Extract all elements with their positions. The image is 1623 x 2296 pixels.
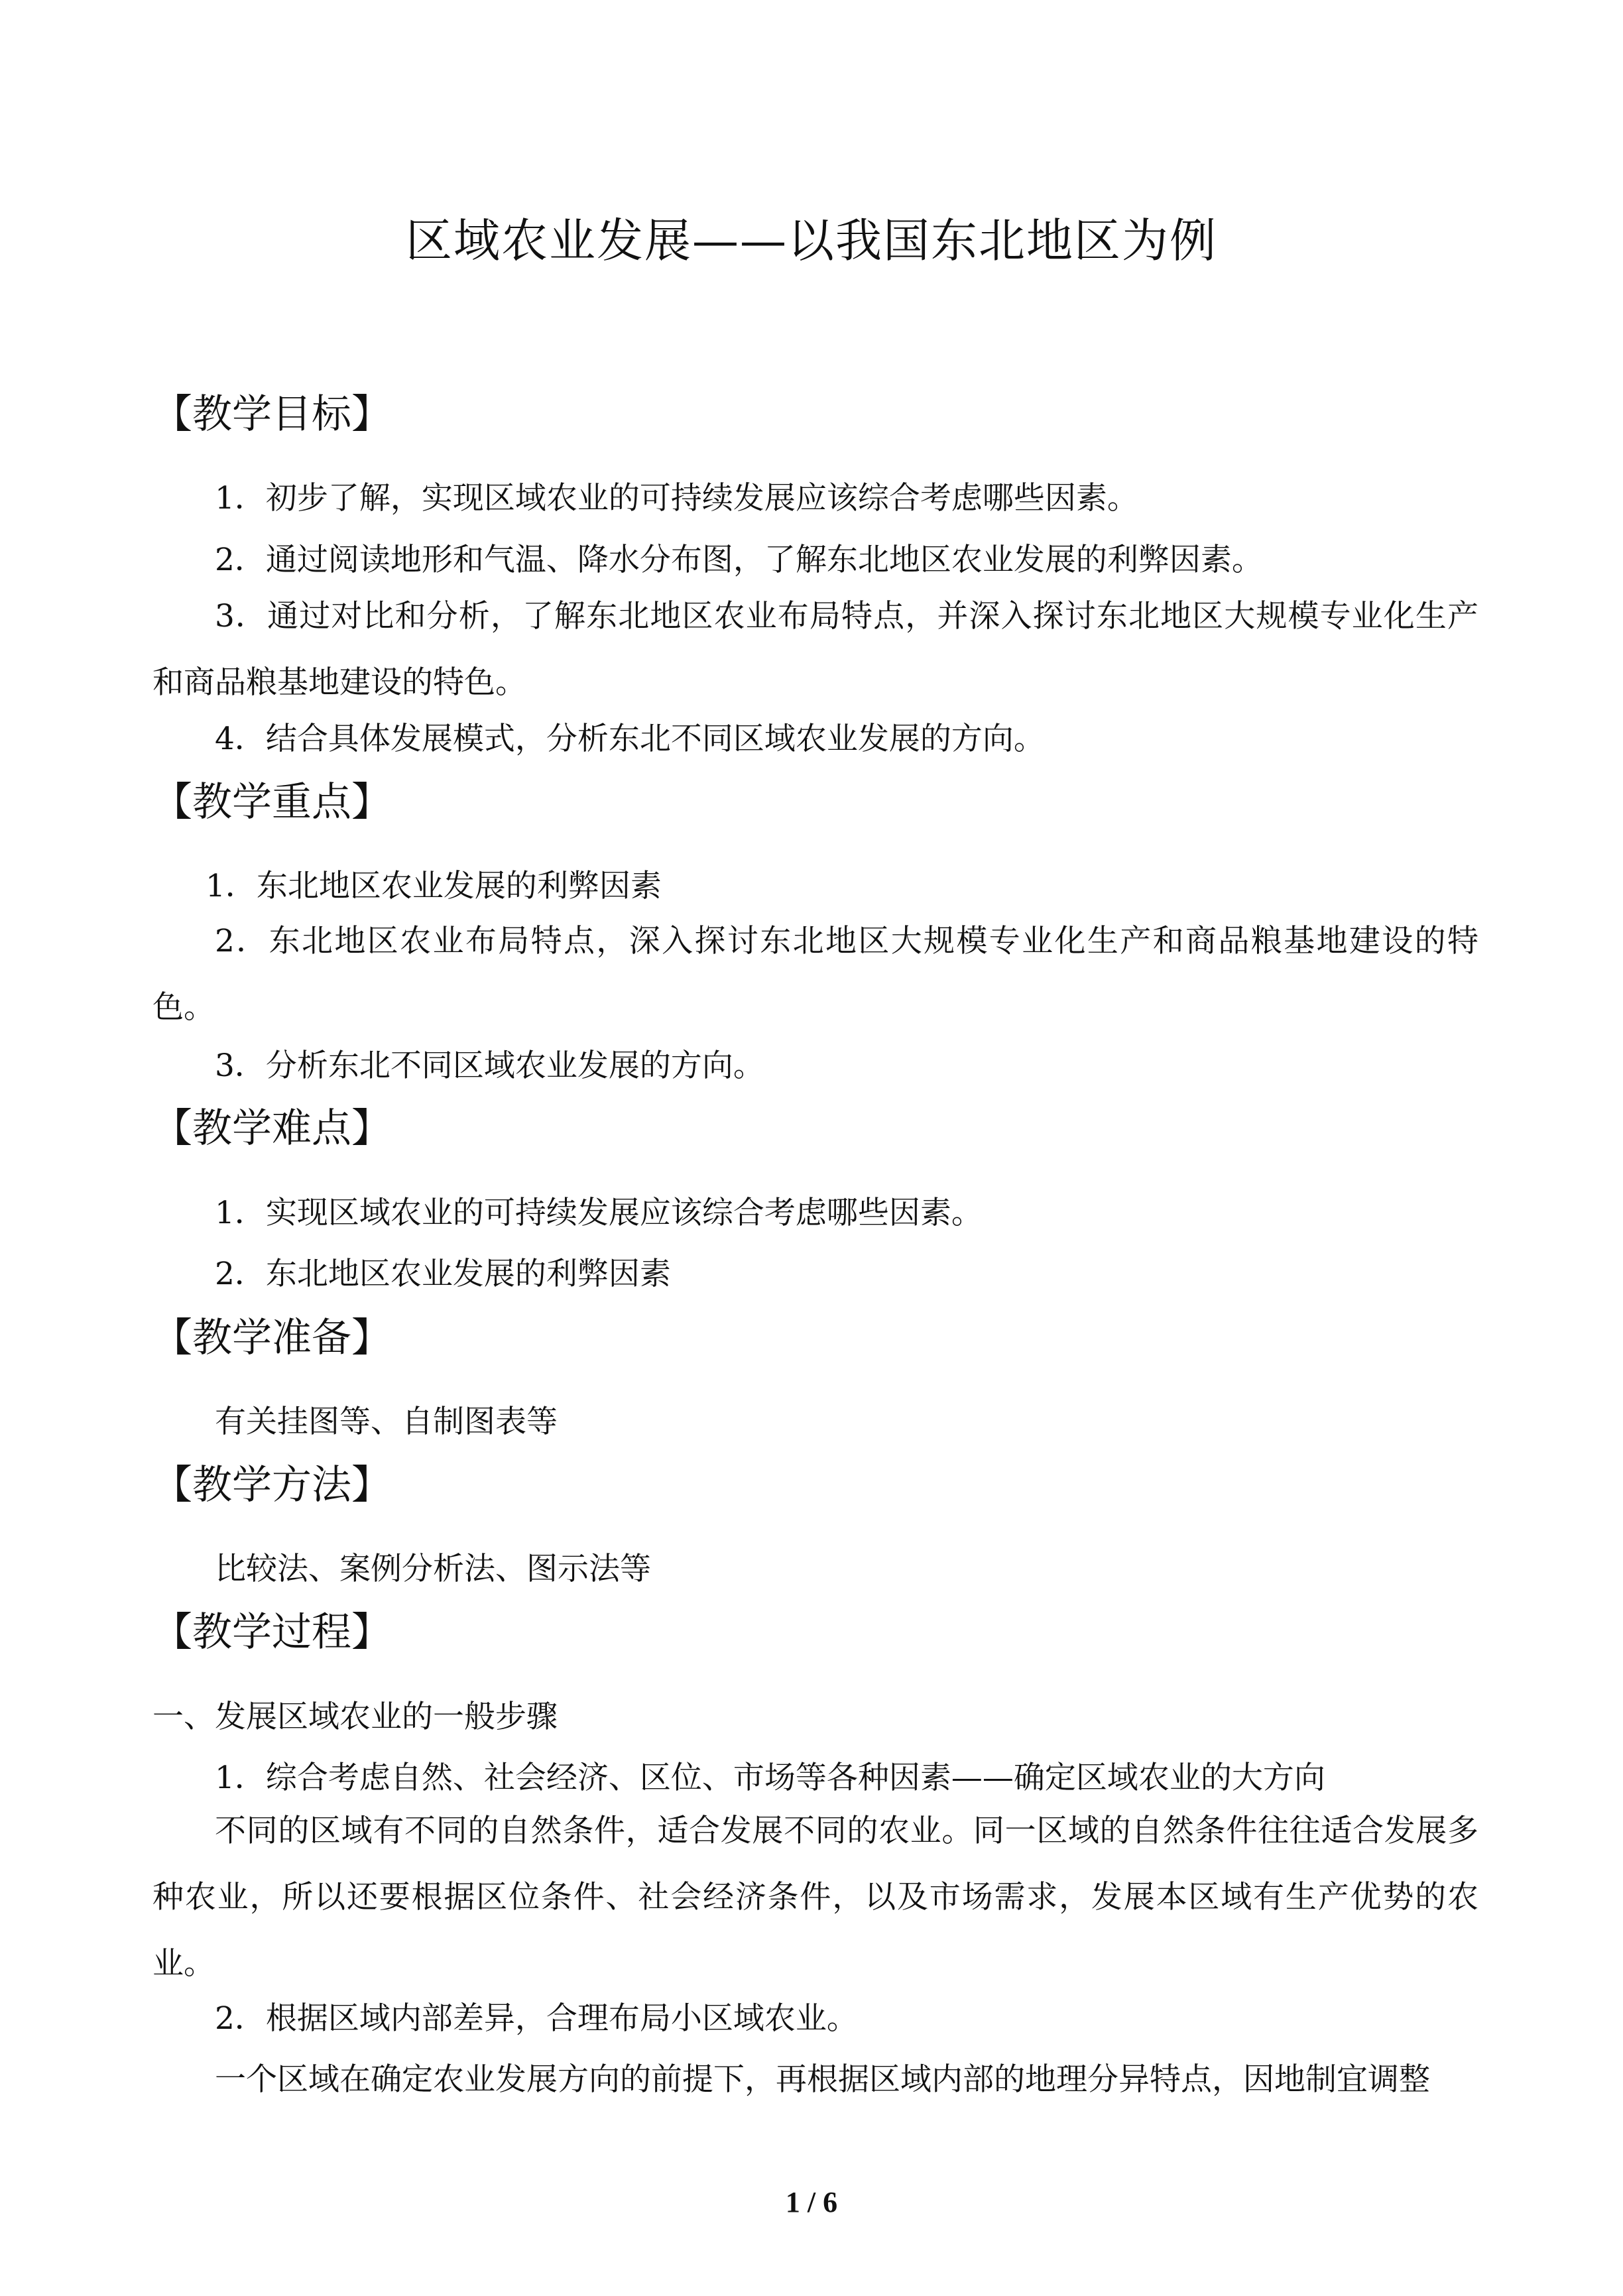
- keypoints-heading: 【教学重点】: [152, 779, 391, 825]
- objectives-heading: 【教学目标】: [152, 391, 391, 438]
- objective-item: 1．初步了解，实现区域农业的可持续发展应该综合考虑哪些因素。: [215, 480, 1138, 516]
- objective-item: 4．结合具体发展模式，分析东北不同区域农业发展的方向。: [215, 721, 1045, 757]
- preparation-heading: 【教学准备】: [152, 1315, 391, 1361]
- process-step1: 1．综合考虑自然、社会经济、区位、市场等各种因素——确定区域农业的大方向: [215, 1760, 1325, 1796]
- page-number: 1 / 6: [785, 2186, 838, 2218]
- difficulty-item: 2．东北地区农业发展的利弊因素: [215, 1256, 671, 1292]
- process-step2: 2．根据区域内部差异，合理布局小区域农业。: [215, 2000, 858, 2037]
- objective-item: 2．通过阅读地形和气温、降水分布图，了解东北地区农业发展的利弊因素。: [215, 542, 1263, 578]
- document-title: 区域农业发展——以我国东北地区为例: [406, 213, 1217, 268]
- keypoint-item: 1．东北地区农业发展的利弊因素: [206, 868, 662, 904]
- process-step1-text: 不同的区域有不同的自然条件，适合发展不同的农业。同一区域的自然条件往往适合发展多种农业，所以还要根据区位条件、社会经济条件，以及市场需求，发展本区域有生产优势的农业。: [152, 1813, 1478, 1982]
- keypoint-item: 2．东北地区农业布局特点，深入探讨东北地区大规模专业化生产和商品粮基地建设的特色。: [152, 923, 1478, 1026]
- process-step2-text: 一个区域在确定农业发展方向的前提下，再根据区域内部的地理分异特点，因地制宜调整: [215, 2061, 1430, 2098]
- keypoint-item: 3．分析东北不同区域农业发展的方向。: [215, 1048, 764, 1084]
- objective-item: 3．通过对比和分析，了解东北地区农业布局特点，并深入探讨东北地区大规模专业化生产和商品粮基地建设的特色。: [152, 598, 1478, 701]
- methods-heading: 【教学方法】: [152, 1462, 391, 1508]
- difficulty-item: 1．实现区域农业的可持续发展应该综合考虑哪些因素。: [215, 1195, 983, 1231]
- preparation-text: 有关挂图等、自制图表等: [215, 1404, 558, 1440]
- methods-text: 比较法、案例分析法、图示法等: [215, 1551, 651, 1587]
- process-part1-title: 一、发展区域农业的一般步骤: [152, 1699, 558, 1735]
- process-heading: 【教学过程】: [152, 1609, 391, 1656]
- difficulties-heading: 【教学难点】: [152, 1105, 391, 1152]
